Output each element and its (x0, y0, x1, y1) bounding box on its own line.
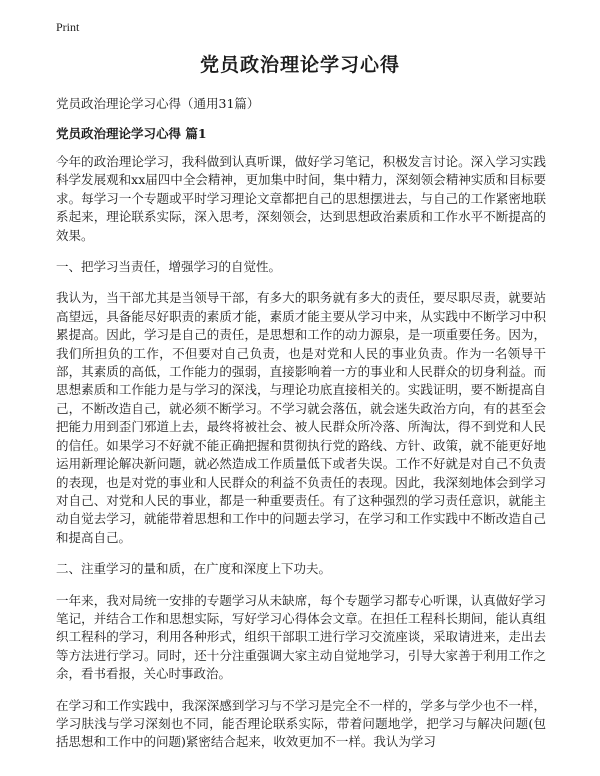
paragraph-heading-2: 二、注重学习的量和质，在广度和深度上下功夫。 (56, 561, 332, 577)
page-title: 党员政治理论学习心得 (199, 54, 400, 76)
paragraph-study-quantity: 一年来，我对局统一安排的专题学习从未缺席，每个专题学习都专心听课，认真做好学习笔记，并结合工作和思想实际，写好学习心得体会文章。在担任工程科长期间，能认真组织工程科的学习，利用各种形式，组织干部职工进行学习交流座谈，采取请进来，走出去等方法进行学习。同时，还十分注重强调大家主动自觉地学习，引导大家善于利用工作之余，看书看报，关心时事政治。 (56, 592, 546, 682)
paragraph-intro: 今年的政治理论学习，我科做到认真听课，做好学习笔记，积极发言讨论。深入学习实践科学发展观和xx届四中全会精神，更加集中时间，集中精力，深刻领会精神实质和目标要求。每学习一个专题或平时学习理论文章都把自己的思想摆进去，与自己的工作紧密地联系起来，理论联系实际，深入思考，深刻领会，达到思想政治素质和工作水平不断提高的效果。 (56, 154, 546, 243)
section-heading: 党员政治理论学习心得 篇1 (56, 126, 207, 141)
print-label[interactable]: Print (56, 20, 80, 34)
paragraph-practice: 在学习和工作实践中，我深深感到学习与不学习是完全不一样的，学多与学少也不一样，学习肤浅与学习深刻也不同，能否理论联系实际，带着问题地学，把学习与解决问题(包括思想和工作中的问题)紧密结合起来，收效更加不一样。我认为学习 (56, 697, 546, 750)
document-subtitle: 党员政治理论学习心得（通用31篇） (56, 96, 260, 111)
document-body (56, 153, 546, 765)
paragraph-heading-1: 一、把学习当责任，增强学习的自觉性。 (56, 259, 282, 275)
paragraph-responsibility: 我认为，当干部尤其是当领导干部，有多大的职务就有多大的责任，要尽职尽责，就要站高望远，具备能尽好职责的素质才能，素质才能主要从学习中来，从实践中不断学习中积累提高。因此，学习是自己的责任，是思想和工作的动力源泉，是一项重要任务。因为，我们所担负的工作，不但要对自己负责，也是对党和人民的事业负责。作为一名领导干部，其素质的高低，工作能力的强弱，直接影响着一方的事业和人民群众的切身利益。而思想素质和工作能力是与学习的深浅，与理论功底直接相关的。实践证明，要不断提高自己，不断改造自己，就必须不断学习。不学习就会落伍，就会迷失政治方向，有的甚至会把能力用到歪门邪道上去，最终将被社会、被人民群众所冷落、所淘汰，得不到党和人民的信任。如果学习不好就不能正确把握和贯彻执行党的路线、方针、政策，就不能更好地运用新理论解决新问题，就必然造成工作质量低下或者失误。工作不好就是对自己不负责的表现，也是对党的事业和人民群众的利益不负责任的表现。因此，我深刻地体会到学习对自己、对党和人民的事业，都是一种重要责任。有了这种强烈的学习责任意识，就能主动自觉去学习，就能带着思想和工作中的问题去学习，在学习和工作实践中不断改造自己和提高自己。 (56, 290, 546, 545)
